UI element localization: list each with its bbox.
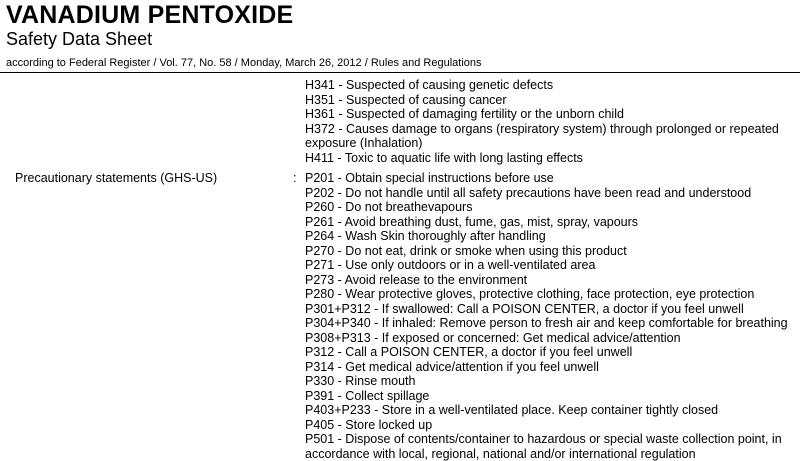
precautionary-statement-p330: P330 - Rinse mouth: [305, 374, 416, 388]
precautionary-statement-p301-p312: P301+P312 - If swallowed: Call a POISON CENTER, a doctor if you feel unwell: [305, 301, 744, 316]
hazard-statement-h341: H341 - Suspected of causing genetic defects: [305, 78, 554, 92]
precautionary-statement-p273: P273 - Avoid release to the environment: [305, 272, 528, 287]
precautionary-statement-p202: P202 - Do not handle until all safety precautions have been read and understood: [305, 185, 752, 200]
precautionary-statement-p280: P280 - Wear protective gloves, protective clothing, face protection, eye protection: [305, 287, 755, 301]
label-colon: :: [293, 171, 297, 185]
precautionary-statement-p271: P271 - Use only outdoors or in a well-ventilated area: [305, 258, 596, 272]
precautionary-statements-label: Precautionary statements (GHS-US): [15, 171, 218, 185]
precautionary-statement-p264: P264 - Wash Skin thoroughly after handling: [305, 229, 546, 243]
precautionary-statement-p260: P260 - Do not breathevapours: [305, 200, 473, 214]
hazard-statement-h361: H361 - Suspected of damaging fertility or the unborn child: [305, 107, 624, 121]
precautionary-statement-p261: P261 - Avoid breathing dust, fume, gas, mist, spray, vapours: [305, 214, 639, 229]
precautionary-statement-p501: P501 - Dispose of contents/container to hazardous or special waste collection point, in accordance with local, regional, national and/or international regulation: [305, 432, 782, 461]
document-title: VANADIUM PENTOXIDE: [6, 1, 294, 29]
precautionary-statement-p201: P201 - Obtain special instructions before use: [305, 171, 554, 185]
hazard-statement-h351: H351 - Suspected of causing cancer: [305, 92, 507, 107]
precautionary-statement-p312: P312 - Call a POISON CENTER, a doctor if you feel unwell: [305, 345, 633, 359]
hazard-statement-h372: H372 - Causes damage to organs (respiratory system) through prolonged or repeated exposure (Inhalation): [305, 121, 779, 150]
precautionary-statement-p304-p340: P304+P340 - If inhaled: Remove person to fresh air and keep comfortable for breathing: [305, 316, 788, 330]
precautionary-statement-p403-p233: P403+P233 - Store in a well-ventilated place. Keep container tightly closed: [305, 403, 719, 417]
precautionary-statement-p270: P270 - Do not eat, drink or smoke when using this product: [305, 243, 627, 258]
document-subtitle: Safety Data Sheet: [6, 29, 153, 49]
document-header: [6, 0, 796, 70]
precautionary-statement-p405: P405 - Store locked up: [305, 417, 433, 432]
header-divider: [0, 72, 800, 73]
precautionary-statement-p391: P391 - Collect spillage: [305, 388, 430, 403]
regulation-reference: according to Federal Register / Vol. 77, No. 58 / Monday, March 26, 2012 / Rules and Regulations: [6, 57, 482, 69]
precautionary-statement-p308-p313: P308+P313 - If exposed or concerned: Get medical advice/attention: [305, 330, 681, 345]
hazard-statement-h411: H411 - Toxic to aquatic life with long lasting effects: [305, 150, 583, 165]
precautionary-statement-p314: P314 - Get medical advice/attention if you feel unwell: [305, 359, 599, 374]
